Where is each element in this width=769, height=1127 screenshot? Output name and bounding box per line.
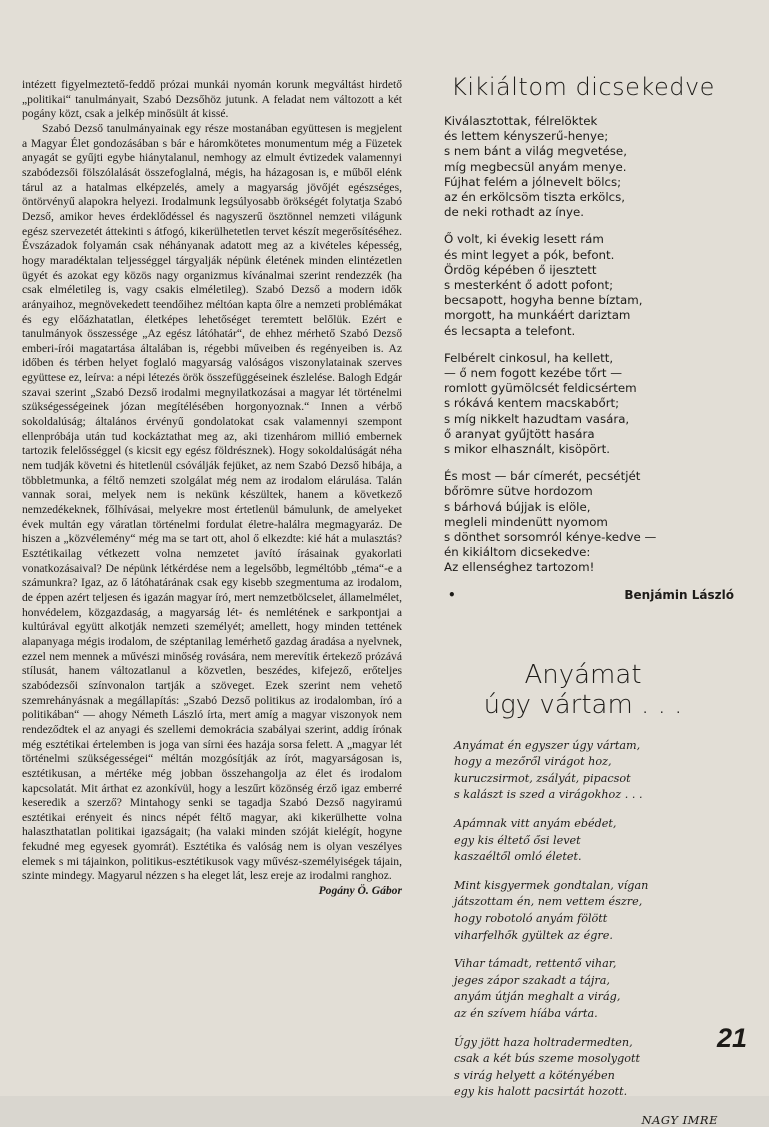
poem-line: Kiválasztottak, félrelöktek [444,114,598,128]
poem-line: s virág helyett a kötényében [454,1068,615,1082]
poem-line: ő aranyat gyűjtött hasára [444,426,595,441]
poem-line: Ő volt, ki évekig lesett rám [444,232,604,247]
poem-line: játszottam én, nem vettem észre, [454,895,643,909]
poem-line: bőrömre sütve hordozom [444,484,593,499]
poem-line: egy kis éltető ősi levet [454,833,581,847]
poem2-stanza-2 [454,816,748,866]
poem-line: kaszaéltől omló életet. [454,850,582,864]
poem-line: én kikiáltom dicsekedve: [444,545,591,560]
poem-line: s kalászt is szed a virágokhoz . . . [454,788,643,802]
poem1-stanza-2 [444,232,748,338]
poem1-title: Kikiáltom dicsekedve [451,73,715,101]
poem-line: kuruczsirmot, zsályát, pipacsot [454,771,631,785]
poem1-author-name: Benjámin László [624,587,734,602]
poem-line: de neki rothadt az ínye. [444,205,585,220]
poem2-body [418,738,748,1101]
poem-line: s nem bánt a világ megvetése, [444,144,627,159]
poem-line: hogy robotoló anyám fölött [454,912,608,926]
poem2-stanza-4 [454,956,748,1022]
poem-line: míg megbecsül anyám menye. [444,159,627,174]
poem-line: Az ellenséghez tartozom! [444,560,595,575]
poem2-stanza-3 [454,878,748,944]
page-number: 21 [716,1023,747,1053]
poem-line: az én szívem híába várta. [454,1007,598,1020]
poem2-stanza-1 [454,738,748,804]
poem-line: s rókává kentem macskabőrt; [444,396,620,411]
poem-line: s mesterként ő adott pofont; [444,278,614,293]
poem-line: Ördög képében ő ijesztett [444,262,597,277]
poem-line: és lettem kényszerű-henye; [444,129,609,144]
poem2-stanza-5 [454,1035,748,1101]
poem-line: s bárhová bújjak is elöle, [444,499,591,514]
essay-column [22,78,402,899]
poem-line: s dönthet sorsomról kénye-kedve — [444,530,657,545]
poem1-body [418,114,748,576]
poem-line: Fújhat felém a jólnevelt bölcs; [444,174,622,189]
poem-line: és mint legyet a pók, befont. [444,247,615,262]
essay-paragraph-1: intézett figyelmeztető-feddő prózai munkái nyomán korunk megváltást hirdető „politikai“ tanulmányait, Szabó Dezsőhöz jutunk. A feladat nem változott a két pogány közt, csak a jelkép minősült át kissé. [22,78,402,121]
poem-line: — ő nem fogott kezébe tőrt — [444,366,623,381]
poem-line: becsapott, hogyha benne bíztam, [444,293,643,308]
poem-line: s mikor elhasznált, kisöpört. [444,442,610,457]
poem-line: romlott gyümölcsét feldicsértem [444,381,637,396]
poem-line: anyám útján meghalt a virág, [454,990,621,1004]
bullet-mark: • [448,587,456,602]
poem-line: Anyámat én egyszer úgy vártam, [454,738,641,752]
poem-line: megleli mindenütt nyomom [444,514,608,529]
poem1-stanza-4 [444,469,748,575]
poem2-title-line1: Anyámat [524,659,642,690]
poem2-author: NAGY IMRE [641,1112,718,1127]
poem-line: Úgy jött haza holtradermedten, [454,1035,633,1049]
poem-line: Felbérelt cinkosul, ha kellett, [444,350,614,365]
poem-line: hogy a mezőről virágot hoz, [454,755,612,769]
poem-line: Apámnak vitt anyám ebédet, [454,817,617,831]
poems-column [418,72,748,1127]
poem2-title [418,660,748,720]
poem-line: s míg nikkelt hazudtam vasára, [444,411,630,426]
poem-line: morgott, ha munkáért dariztam [444,308,631,323]
poem-line: az én erkölcsöm tiszta erkölcs, [444,190,626,205]
poem-line: Mint kisgyermek gondtalan, vígan [454,878,649,892]
essay-paragraph-2: Szabó Dezső tanulmányainak egy része mostanában együttesen is megjelent a Magyar Élet gondozásában s bár e háromkötetes monumentum még a Füzetek anyagát se gyűjti egybe hiánytalanul, nemhogy az elmult évtizedek valamennyi szabódezsői fölszólalását összefoglalná, mégis, ha házagosan is, e műből elénk tárul az a hatalmas elképzelés, amely a magyarság jövőjét egészséges, öntörvényű alapokra helyezi. Irodalmunk legsúlyosabb örökségét folytatja Szabó Dezső, amikor heves érdeklődéssel és nagyszerű ösztönnel nemzeti világunk egész szervezetét áttekinti s átfogó, kikerülhetetlen tervet készít megerősítéséhez. Évszázadok folyamán csak néhányanak adatott meg az a kivételes képesség, hogy maradéktalan teljességgel tárgyalják népünk életének minden elintézetlen ügyét és azokat egy közös nagy organizmus kívánalmai szerint rendezzék (ha csak elméletileg is, vagy csakis elméletileg). Szabó Dezső a modern idők arányaihoz, megnövekedett teendőihez méltóan kapta őlre a nemzeti problémákat és egy előázhatatlan, életképes lehetőséget teremtett belőlük. Ezért e tanulmányok összessége „Az egész látóhatár“, de ehhez mérhető Szabó Dezső emberi-írói magatartása általában is, régebbi műveiben és regényeiben is. Az időben és térben helyet foglaló magyarság valóságos viszonylatainak szerves együttese ez, leírva: a népi létezés örök összefüggéseinek észlelése. Balogh Edgár szavai szerint „Szabó Dezső irodalmi megnyilatkozásai a magyar lét történelmi szükségességeinek józan megítélésében horgonyoznak.“ Innen a vérbő sokoldalúság; általános érvényű gondolatokat csak valamennyi szempont ellenpróbája után tud kockáztathat meg az, aki tizenhárom millió embernek tartozik felelősséggel (s kicsit egy egész földrésznek). Hogy sokoldalúságát néha nem tudják követni és hitetlenül csóválják fejüket, az nem Szabó Dezső hibája, a többletmunka, a féltő nemzeti szolgálat még nem az irodalom elárulása. Talán vannak sorai, melyek nem is nekünk készültek, hanem a következő nemzedékeknek, főlhívásai, melyekre most értetlenül bámulunk, de amelyeket évek multán egy váratlan történelmi fordulat életre-halálra megmagyaráz. De hiszen a „közvélemény“ még ma se tart ott, ahol ő elkezdte: kié hát a mulasztás? Esztétikailag vétkezett volna nemzetet javító írásainak gyakorlati vonatkozásaival? De népünk létkérdése nem a legelsőbb, legméltóbb „téma“-e a számunkra? Igaz, az ő látóhatárának csak egy kisebb szegmentuma az irodalom, de éppen azért teljesen és igazán magyar író, mert nemzetbölcselet, államelmélet, honvédelem, közgazdaság, a magyarság lét- és nemlétének e sarkpontjai a kultúrával együtt alkotják nemzeti személyét; amellett, hogy minden tettének alapanyaga mégis irodalom, de széptanilag lemérhető gazdag áradása a nyelvnek, ezzel nem mennek a művészi minőség rovására, nem merevítik értekező prózává stílusát, hanem változatlanul a közvetlen, beszédes, kifejező, erőteljes szabódezsői színvonalon tartják a szöveget. Ezek szerint nem vehető szemrehányásnak a megállapítás: „Szabó Dezső politikus az irodalomban, író a politikában“ — ahogy Németh László írta, mert amíg a magyar viszonyok nem rendeződtek el az anyagi és szellemi demokrácia szabályai szerint, addig írónak még esztétikai értelemben is joga van sírni ées hazája sorsa felett. A „magyar lét történelmi szükségességei“ méltán mozgósítják az írót, magyarságosan is, esztétikusan, a mértéke még jobban összehangolja az élet és irodalom kapcsolatát. Mit árthat ez azonkívül, hogy a leszűrt közönség érző igaz emberré keseredik a szerző? Mintahogy senki se tagadja Szabó Dezső nagyiramú esztétikai erényeit és nincs népét féltő magyar, aki kikerülhette volna halaszthatatlan politikai igazságait; (ha valaki minden szóját kielégít, hogyne fekudné meg egyesek gyomrát). Esztétika és valóság nem is olyan veszélyes elemek s mi tájainkon, politikus-esztétikusok vagy művész-személyiségek tájain, szinte mindegy. Magyarul nézzen s ha eleget lát, lesz ereje az irodalmi ranghoz. [22,121,402,883]
poem-line: viharfelhők gyültek az égre. [454,928,613,942]
poem-line: és lecsapta a telefont. [444,323,576,338]
poem1-author [418,588,748,602]
poem-line: jeges zápor szakadt a tájra, [454,973,610,987]
poem-line: csak a két bús szeme mosolygott [454,1052,641,1066]
poem-line: Vihar támadt, rettentő vihar, [454,957,617,971]
poem1-stanza-1 [444,114,748,220]
poem2-title-line2: úgy vártam . . . [483,689,683,720]
poem1-stanza-3 [444,351,748,457]
poem-line: egy kis halott pacsirtát hozott. [454,1085,628,1099]
poem-line: És most — bár címerét, pecsétjét [444,469,641,484]
essay-signature: Pogány Ö. Gábor [318,884,402,898]
